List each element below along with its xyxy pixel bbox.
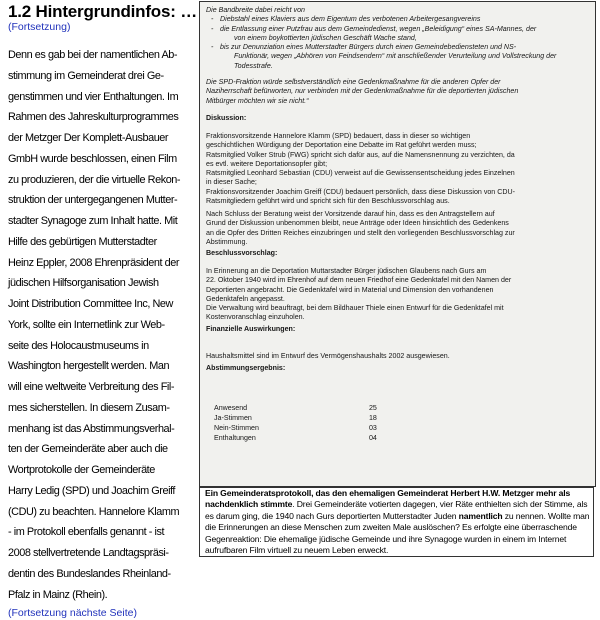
article-body <box>8 45 196 605</box>
proposal-line: Die Verwaltung wird beauftragt, bei dem Bildhauer Thiele einen Entwurf für die Gedenktafel mit <box>206 304 504 313</box>
bullet-line: von einem boykottierten jüdischen Geschäft Wache stand, <box>234 33 417 42</box>
body-line: Washington hergestellt werden. Man <box>8 360 170 373</box>
vote-value: 18 <box>368 414 377 423</box>
body-line: zu produzieren, der die virtuelle Rekon- <box>8 173 181 186</box>
vote-label: Enthaltungen <box>214 434 256 443</box>
continuation-link-bottom[interactable]: (Fortsetzung nächste Seite) <box>8 607 137 620</box>
caption-bold-word: namentlich <box>458 510 503 521</box>
finance-heading: Finanzielle Auswirkungen: <box>206 325 296 333</box>
body-line: menhang ist das Abstimmungsverhal- <box>8 422 175 435</box>
vote-label: Anwesend <box>214 404 248 413</box>
proposal-line: 22. Oktober 1940 wird im Ehrenhof auf dem neuen Friedhof eine Gedenktafel mit den Namen der <box>206 276 512 285</box>
vote-row <box>214 434 377 444</box>
body-line: will eine weltweite Verbreitung des Fil- <box>8 381 175 393</box>
body-line: Denn es gab bei der namentlichen Ab- <box>8 49 178 61</box>
body-line: genstimmen und vier Enthaltungen. Im <box>8 90 179 103</box>
body-line: (CDU) zu beachten. Hannelore Klamm <box>8 505 180 518</box>
discussion-line: in dieser Sache; <box>206 178 257 187</box>
spd-line: Mitbürger möchten wir sie nicht.“ <box>206 96 309 105</box>
body-line: stadter Synagoge zum Inhalt hatte. Mit <box>8 215 178 227</box>
discussion-line: Ratsmitgliedern geführt wird und spricht sich für den Beschlussvorschlag aus. <box>206 197 450 206</box>
proposal-line: Deportierten angebracht. Die Gedenktafel wird in Material und Dimension den vorhandenen <box>206 285 494 294</box>
closing-line: Abstimmung. <box>206 237 248 246</box>
bullet-line: - Diebstahl eines Klaviers aus dem Eigentum des verbotenen Arbeitergesangvereins <box>220 15 481 24</box>
intro-bullet <box>220 43 590 71</box>
discussion-text <box>206 132 590 206</box>
body-line: ten der Gemeinderäte aber auch die <box>8 443 168 456</box>
caption-text-2: zu nennen. Wollte man die Erinnerungen an diese Menschen zum zweiten Male auslöschen? Es erfolgte eine überraschende Gegenreaktion: Die ehemalige jüdische Gemeinde und ihre Synagoge wurden in einem im Internet aufrufbaren Film virtuell zu neuem Leben erweckt. <box>205 510 590 556</box>
vote-label: Ja-Stimmen <box>214 414 252 423</box>
budget-text: Haushaltsmittel sind im Entwurf des Vermögenshaushalts 2002 ausgewiesen. <box>206 352 450 360</box>
body-line: Hilfe des gebürtigen Mutterstadter <box>8 235 157 248</box>
caption-bold-lead: Ein Gemeinderatsprotokoll, das den ehemaligen Gemeinderat Herbert H.W. Metzger mehr als nachdenklich stimmte <box>205 488 571 510</box>
discussion-heading: Diskussion: <box>206 114 247 122</box>
body-line: seite des Holocaustmuseums in <box>8 339 149 352</box>
vote-heading: Abstimmungsergebnis: <box>206 364 286 372</box>
discussion-line: Fraktionsvorsitzende Hannelore Klamm (SPD) bedauert, dass in dieser so wichtigen <box>206 132 471 140</box>
body-line: 2008 stellvertretende Landtagspräsi- <box>8 547 169 559</box>
body-line: jüdischen Hilfsorganisation Jewish <box>8 277 159 290</box>
proposal-line: Kostenvoranschlag einzuholen. <box>206 313 305 322</box>
bullet-line: - die Entlassung einer Putzfrau aus dem Gemeindedienst, wegen „Beleidigung“ eines SA-Mannes, der <box>220 24 537 33</box>
discussion-line: es evtl. weitere Deportationsopfer gibt; <box>206 159 328 168</box>
closing-line: Nach Schluss der Beratung weist der Vorsitzende darauf hin, dass es den Antragstellern auf <box>206 210 495 218</box>
image-caption <box>199 487 594 557</box>
body-line: GmbH wurde beschlossen, einen Film <box>8 152 177 165</box>
spd-line: Die SPD-Fraktion würde selbstverständlich eine Gedenkmaßnahme für die anderen Opfer der <box>206 78 501 86</box>
vote-row <box>214 404 377 414</box>
proposal-text <box>206 267 590 323</box>
body-line: dentin des Bundeslandes Rheinland- <box>8 567 171 580</box>
spd-line: Naziherrschaft befürworten, nur verbinden mit der Gedenkmaßnahme für die deportierten jüdischen <box>206 87 519 96</box>
spd-motion <box>206 78 590 106</box>
scanned-protocol <box>199 1 596 487</box>
body-line: Heinz Eppler, 2008 Ehrenpräsident der <box>8 256 180 269</box>
protocol-intro <box>206 6 590 71</box>
discussion-line: Ratsmitglied Volker Strub (FWG) spricht sich dafür aus, auf die Namensnennung zu verzichten, da <box>206 150 515 159</box>
body-line: Harry Ledig (SPD) und Joachim Greiff <box>8 484 175 497</box>
body-line: Pfalz in Mainz (Rhein). <box>8 588 108 601</box>
body-line: Joint Distribution Committee Inc, New <box>8 298 173 310</box>
body-line: struktion der untergegangenen Mutter- <box>8 194 178 207</box>
vote-row <box>214 414 377 424</box>
discussion-line: Ratsmitglied Leonhard Sebastian (CDU) verweist auf die Gewissensentscheidung jedes Einzelnen <box>206 169 515 178</box>
caption-text-1: . Drei Gemeinderäte votierten dagegen, vier Räte enthielten sich der Stimme, als es darum ging, die 1940 nach Gurs deportierten Mutterstadter Juden <box>205 499 588 521</box>
discussion-line: Fraktionsvorsitzender Joachim Greiff (CDU) bedauert persönlich, dass diese Diskussion von CDU- <box>206 187 515 196</box>
body-line: Rahmen des Jahreskulturprogrammes <box>8 111 179 124</box>
body-line: - im Protokoll ebenfalls genannt - ist <box>8 526 165 539</box>
body-line: der Metzger Der Komplett-Ausbauer <box>8 132 169 144</box>
vote-value: 03 <box>368 424 377 433</box>
body-line: mes sicherstellen. In diesem Zusam- <box>8 401 170 414</box>
discussion-line: geschichtlichen Würdigung der Deportation eine Debatte im Rat geführt werden muss; <box>206 141 477 150</box>
body-line: stimmung im Gemeinderat drei Ge- <box>8 69 164 82</box>
intro-bullets <box>206 15 590 71</box>
left-column <box>8 2 196 620</box>
continuation-link-top[interactable]: (Fortsetzung) <box>8 21 71 33</box>
body-line: York, sollte ein Internetlink zur Web- <box>8 318 165 331</box>
vote-label: Nein-Stimmen <box>214 424 259 433</box>
intro-lead: Die Bandbreite dabei reicht von <box>206 6 305 14</box>
closing-text <box>206 210 590 247</box>
bullet-line: Funktionär, wegen „Abhören von Feindsendern“ mit anschließender Verurteilung und Vollstreckung der <box>234 52 557 61</box>
proposal-line: In Erinnerung an die Deportation Muttarstadter Bürger jüdischen Glaubens nach Gurs am <box>206 267 487 275</box>
proposal-line: Gedenktafeln angepasst. <box>206 294 285 303</box>
intro-bullet <box>220 25 590 44</box>
bullet-line: Todesstrafe. <box>234 61 273 70</box>
vote-row <box>214 424 377 434</box>
body-line: Wortprotokolle der Gemeinderäte <box>8 464 155 476</box>
proposal-heading: Beschlussvorschlag: <box>206 249 278 257</box>
closing-line: Grund der Diskussion unbenommen bleibt, neue Anträge oder Ideen hinsichtlich des Gedenkens <box>206 219 509 228</box>
closing-line: an die Opfer des Dritten Reiches einzubringen und stellt den vorliegenden Beschlussvorschlag zur <box>206 228 515 237</box>
vote-value: 25 <box>368 404 377 413</box>
vote-table <box>214 404 414 444</box>
vote-value: 04 <box>368 434 377 443</box>
bullet-line: - bis zur Denunziation eines Mutterstadter Bürgers durch einen Gemeindebediensteten und NS- <box>220 43 517 52</box>
page-title: 1.2 Hintergrundinfos: … <box>8 2 198 21</box>
intro-bullet <box>220 15 590 24</box>
